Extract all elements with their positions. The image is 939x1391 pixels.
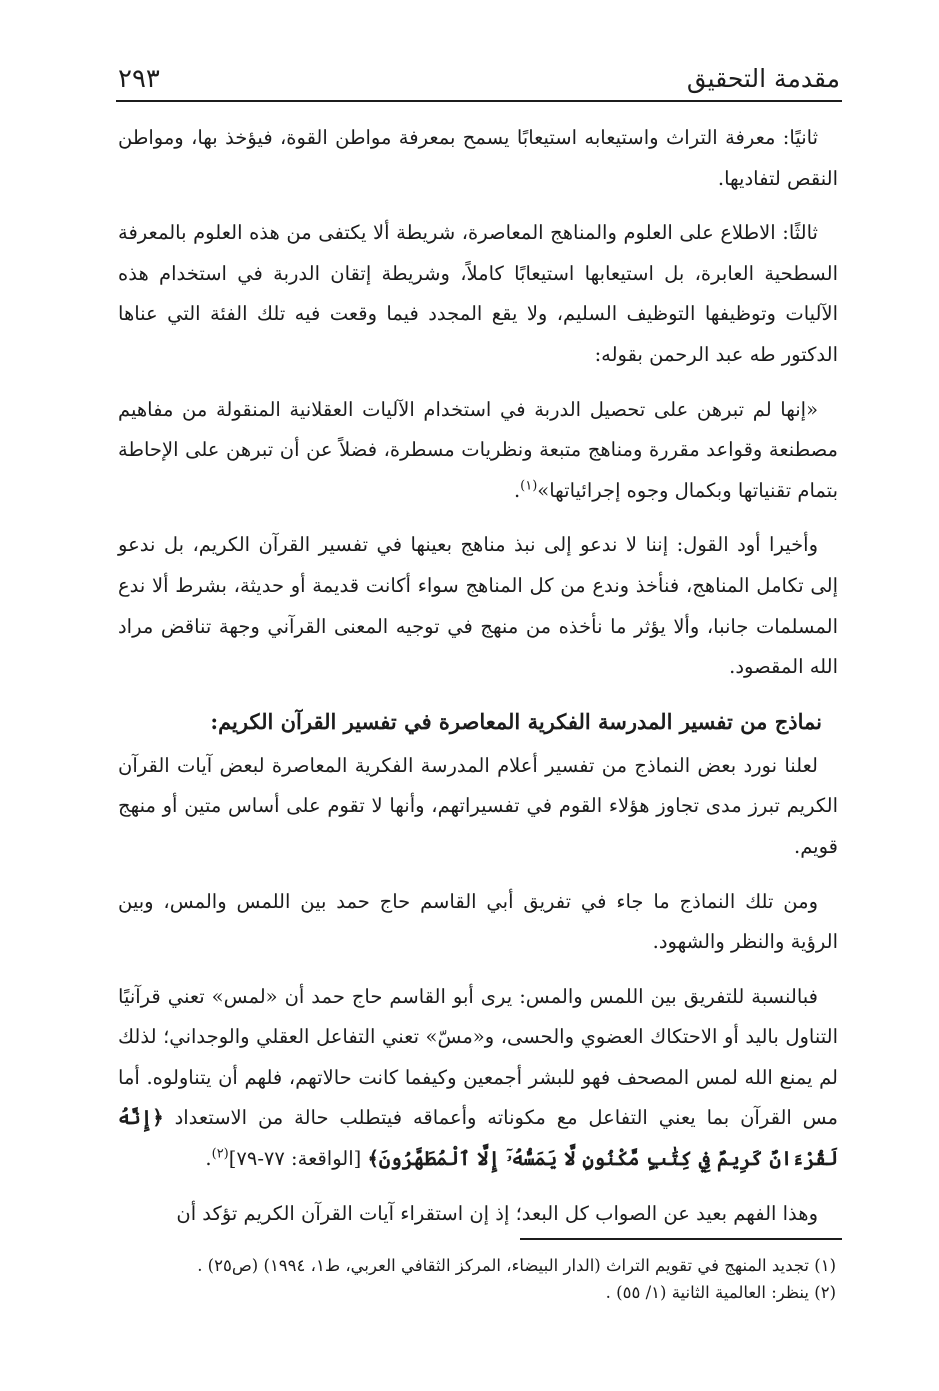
running-title: مقدمة التحقيق [686, 64, 840, 93]
paragraph-end: . [205, 1147, 212, 1171]
quotation-end: . [513, 478, 521, 502]
footnote-2: (٢) ينظر: العالمية الثانية (١/ ٥٥) . [605, 1283, 836, 1302]
touch-distinction-text: فبالنسبة للتفريق بين اللمس والمس: يرى أبو القاسم حاج حمد أن «لمس» تعني قرآنيًا التناول باليد أو الاحتكاك العضوي والحسى، و«مسّ» تعني التفاعل العقلي والوجداني؛ لذلك لم يمنع الله لمس المصحف فهو للبشر أجمعين وكيفما كانت حالاتهم، فلهم أن يتناولوه. أما مس القرآن بما يعني التفاعل مع مكوناته وأعماقه فيتطلب حالة من الاستعداد [118, 984, 838, 1130]
running-header [118, 56, 840, 96]
paragraph-examples-source: ومن تلك النماذج ما جاء في تفريق أبي القاسم حاج حمد بين اللمس والمس، وبين الرؤية والنظر والشهود. [118, 889, 838, 954]
paragraph-touch-distinction [118, 977, 838, 1180]
quotation-text: «إنها لم تبرهن على تحصيل الدربة في استخدام الآليات العقلانية المنقولة من مفاهيم مصطنعة وقواعد مقررة ومناهج متبعة ونظريات مسطرة، فضلاً عن أن تبرهن على الإحاطة بتمام تقنياتها وبكمال وجوه إجرائياتها» [118, 397, 838, 502]
quran-verse: ﴿إِنَّهُ لَقُرْءَانٌ كَرِيمٌ فِي كِتَٰبٍ مَّكْنُونٍ لَّا يَمَسُّهُۥٓ إِلَّا ٱلْمُطَهَّرُونَ﴾ [118, 1106, 838, 1171]
paragraph-finally: وأخيرا أود القول: إننا لا ندعو إلى نبذ مناهج بعينها في تفسير القرآن الكريم، بل ندعو إلى تكامل المناهج، فنأخذ وندع من كل المناهج سواء أكانت قديمة أو حديثة، بشرط ألا ندع المسلمات جانبا، وألا يؤثر ما نأخذه من منهج في توجيه المعنى القرآني وجهة تناقض مراد الله المقصود. [118, 533, 838, 679]
section-heading: نماذج من تفسير المدرسة الفكرية المعاصرة في تفسير القرآن الكريم: [210, 708, 822, 734]
paragraph-third-point: ثالثًا: الاطلاع على العلوم والمناهج المعاصرة، شريطة ألا يكتفى من هذه العلوم بالمعرفة السطحية العابرة، بل استيعابها استيعابًا كاملاً، وشريطة إتقان الدربة في استخدام هذه الآليات وتوظيفها التوظيف السليم، ولا يقع المجدد فيما وقعت فيه تلك الفئة التي عناها الدكتور طه عبد الرحمن بقوله: [118, 221, 838, 366]
footnote-1: (١) تجديد المنهج في تقويم التراث (الدار البيضاء، المركز الثقافي العربي، ط١، ١٩٩٤) (ص٢٥) . [197, 1256, 836, 1275]
page-number: ٢٩٣ [118, 64, 160, 94]
footnotes [118, 1252, 842, 1306]
footnote-reference-2: (٢) [211, 1146, 229, 1162]
quotation-paragraph [118, 390, 838, 512]
paragraph-second-point: ثانيًا: معرفة التراث واستيعابه استيعابًا يسمح بمعرفة مواطن القوة، فيؤخذ بها، ومواطن النقص لتفاديها. [118, 126, 838, 190]
paragraph-examples-intro: لعلنا نورد بعض النماذج من تفسير أعلام المدرسة الفكرية المعاصرة لبعض آيات القرآن الكريم تبرز مدى تجاوز هؤلاء القوم في تفسيراتهم، وأنها لا تقوم على أساس متين أو منهج قويم. [118, 753, 838, 858]
paragraph-rebuttal: وهذا الفهم بعيد عن الصواب كل البعد؛ إذ إن استقراء آيات القرآن الكريم تؤكد أن [176, 1201, 818, 1225]
header-rule [116, 100, 842, 102]
main-text [118, 118, 838, 1248]
verse-citation: [الواقعة: ٧٧-٧٩] [228, 1147, 362, 1171]
footnote-rule [520, 1238, 842, 1240]
footnote-reference-1: (١) [520, 478, 538, 494]
